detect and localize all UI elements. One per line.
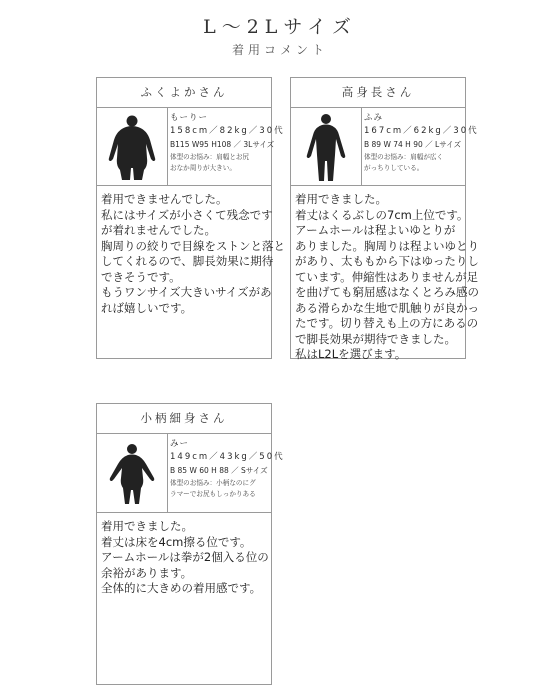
reviewer-type: ふくよかさん (97, 78, 271, 108)
page-subtitle: 着用コメント (231, 43, 328, 57)
reviewer-stats: 149cm／43kg／50代 (170, 452, 285, 462)
reviewer-stats: 167cm／62kg／30代 (364, 126, 479, 136)
reviewer-concern: 体型のお悩み：肩幅とお尻 おなか周りが大きい。 (170, 153, 250, 172)
silhouette-petite-icon (97, 434, 168, 512)
reviewer-card-tall (290, 77, 479, 361)
reviewer-type: 高身長さん (291, 78, 465, 108)
reviewer-nickname: ふみ (364, 113, 384, 123)
reviewer-profile (291, 108, 479, 186)
reviewer-stats: 158cm／82kg／30代 (170, 126, 285, 136)
review-comment: 着用できました。 着丈はくるぶしの7cm上位です。 アームホールは程よいゆとりが ありました。胸周りは程よいゆとり があり、太ももから下はゆったりし ています。伸縮性はありませんが足 を曲げても窮屈感はなくとろみ感の ある滑らかな生地で肌触りが良かっ たです。切り替えも上の方にあるの で脚長効果が期待できました。 私はL2Lを選びます。 (295, 192, 479, 361)
page-title: L～2Lサイズ (203, 16, 357, 38)
reviewer-nickname: もーりー (170, 113, 209, 123)
reviewer-nickname: みー (170, 439, 190, 449)
reviewer-measurements: B 85 W 60 H 88 ／ Sサイズ (170, 466, 268, 475)
review-comment: 着用できました。 着丈は床を4cm擦る位です。 アームホールは拳が2個入る位の 余裕があります。 全体的に大きめの着用感です。 (101, 519, 269, 595)
reviewer-card-petite (96, 403, 285, 685)
reviewer-measurements: B115 W95 H108 ／ 3Lサイズ (170, 140, 275, 149)
reviewer-measurements: B 89 W 74 H 90 ／ Lサイズ (364, 140, 462, 149)
silhouette-tall-icon (291, 108, 362, 185)
reviewer-type: 小柄細身さん (97, 404, 271, 434)
reviewer-concern: 体型のお悩み：肩幅が広く がっちりしている。 (364, 153, 444, 172)
reviewer-concern: 体型のお悩み：小柄なのにグ ラマーでお尻もしっかりある (170, 479, 256, 498)
reviewer-profile (97, 108, 285, 186)
reviewer-profile (97, 434, 285, 513)
reviewer-card-plus (96, 77, 285, 359)
review-comment: 着用できませんでした。 私にはサイズが小さくて残念です が着れませんでした。 胸周りの絞りで目線をストンと落と してくれるので、脚長効果に期待 できそうです。 もうワンサイズ大きいサイズがあ れば嬉しいです。 (101, 192, 285, 315)
silhouette-plus-icon (97, 108, 168, 185)
